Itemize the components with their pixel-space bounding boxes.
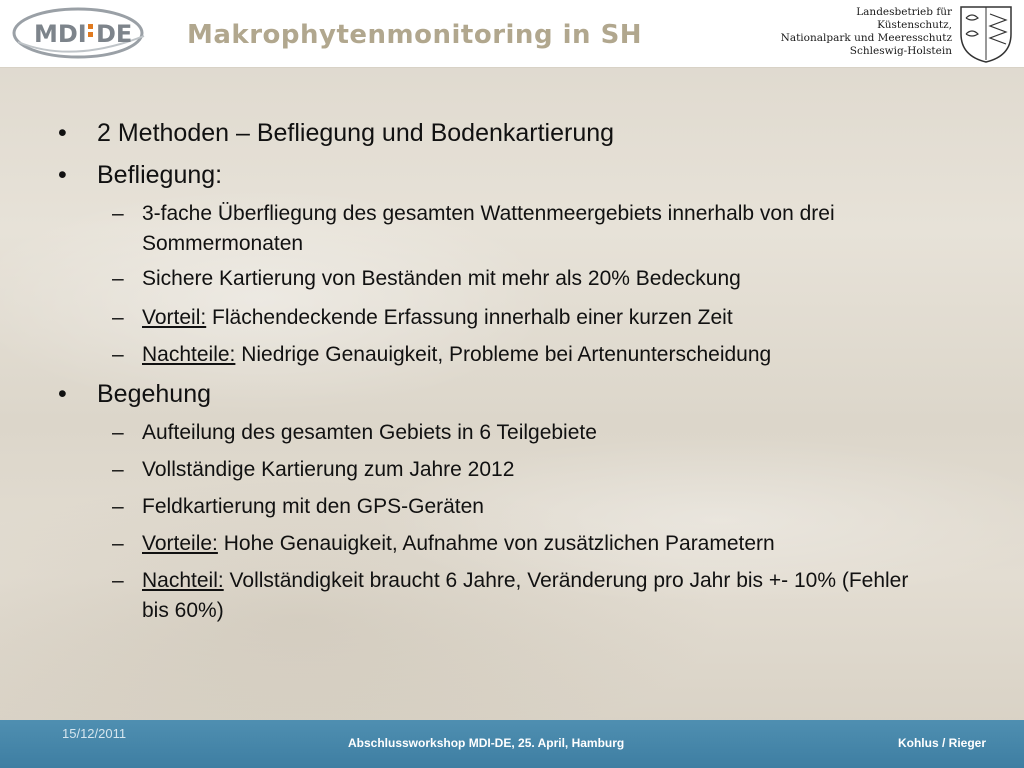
- dash-icon: –: [112, 569, 124, 592]
- svg-text:DE: DE: [96, 20, 133, 48]
- slide-title: Makrophytenmonitoring in SH: [187, 20, 643, 50]
- sub-bullet-body: Flächendeckende Erfassung innerhalb einer kurzen Zeit: [206, 306, 733, 329]
- sub-bullet-text: Sichere Kartierung von Beständen mit mehr als 20% Bedeckung: [142, 267, 741, 290]
- dash-icon: –: [112, 306, 124, 329]
- institution-line: Küstenschutz,: [877, 19, 952, 31]
- footer-authors: Kohlus / Rieger: [897, 736, 986, 750]
- sub-bullet-label: Vorteil:: [142, 306, 207, 329]
- sub-bullet-body: Niedrige Genauigkeit, Probleme bei Artenunterscheidung: [235, 343, 772, 366]
- dash-icon: –: [112, 458, 124, 481]
- sub-bullet-label: Vorteile:: [142, 532, 218, 555]
- sub-bullet-body: Hohe Genauigkeit, Aufnahme von zusätzlichen Parametern: [217, 532, 775, 555]
- dash-icon: –: [112, 267, 124, 290]
- sub-bullet-text: [142, 566, 912, 626]
- sub-bullet-label: Nachteil:: [142, 569, 224, 592]
- bullet-icon: •: [58, 119, 67, 147]
- bullet-text: Befliegung:: [97, 161, 223, 189]
- sub-bullet-text: [142, 303, 942, 333]
- bullet-icon: •: [58, 380, 67, 408]
- bullet-text: Begehung: [97, 380, 212, 408]
- sub-bullet-text: Aufteilung des gesamten Gebiets in 6 Teilgebiete: [142, 421, 597, 444]
- institution-line: Nationalpark und Meeresschutz: [780, 32, 952, 44]
- sub-bullet-text: 3-fache Überfliegung des gesamten Wattenmeergebiets innerhalb von drei Sommermonaten: [142, 202, 835, 255]
- dash-icon: –: [112, 421, 124, 444]
- footer-event: Abschlussworkshop MDI-DE, 25. April, Hamburg: [348, 736, 625, 750]
- dash-icon: –: [112, 202, 124, 225]
- bullet-icon: •: [58, 161, 67, 189]
- dash-icon: –: [112, 343, 124, 366]
- sub-bullet-body: Vollständigkeit braucht 6 Jahre, Veränderung pro Jahr bis +- 10% (Fehler bis 60%): [142, 569, 909, 622]
- sub-bullet-text: Vollständige Kartierung zum Jahre 2012: [142, 458, 515, 481]
- institution-line: Landesbetrieb für: [856, 6, 952, 18]
- sub-bullet-text: [142, 340, 942, 370]
- dash-icon: –: [112, 532, 124, 555]
- sub-bullet-text: [142, 529, 942, 559]
- dash-icon: –: [112, 495, 124, 518]
- institution-line: Schleswig-Holstein: [849, 45, 952, 57]
- footer-date: 15/12/2011: [62, 726, 127, 741]
- svg-text:MDI: MDI: [34, 20, 87, 48]
- bullet-text: 2 Methoden – Befliegung und Bodenkartierung: [97, 119, 615, 147]
- slide-footer: [0, 720, 1024, 768]
- sub-bullet-text: Feldkartierung mit den GPS-Geräten: [142, 495, 484, 518]
- sub-bullet-label: Nachteile:: [142, 343, 236, 366]
